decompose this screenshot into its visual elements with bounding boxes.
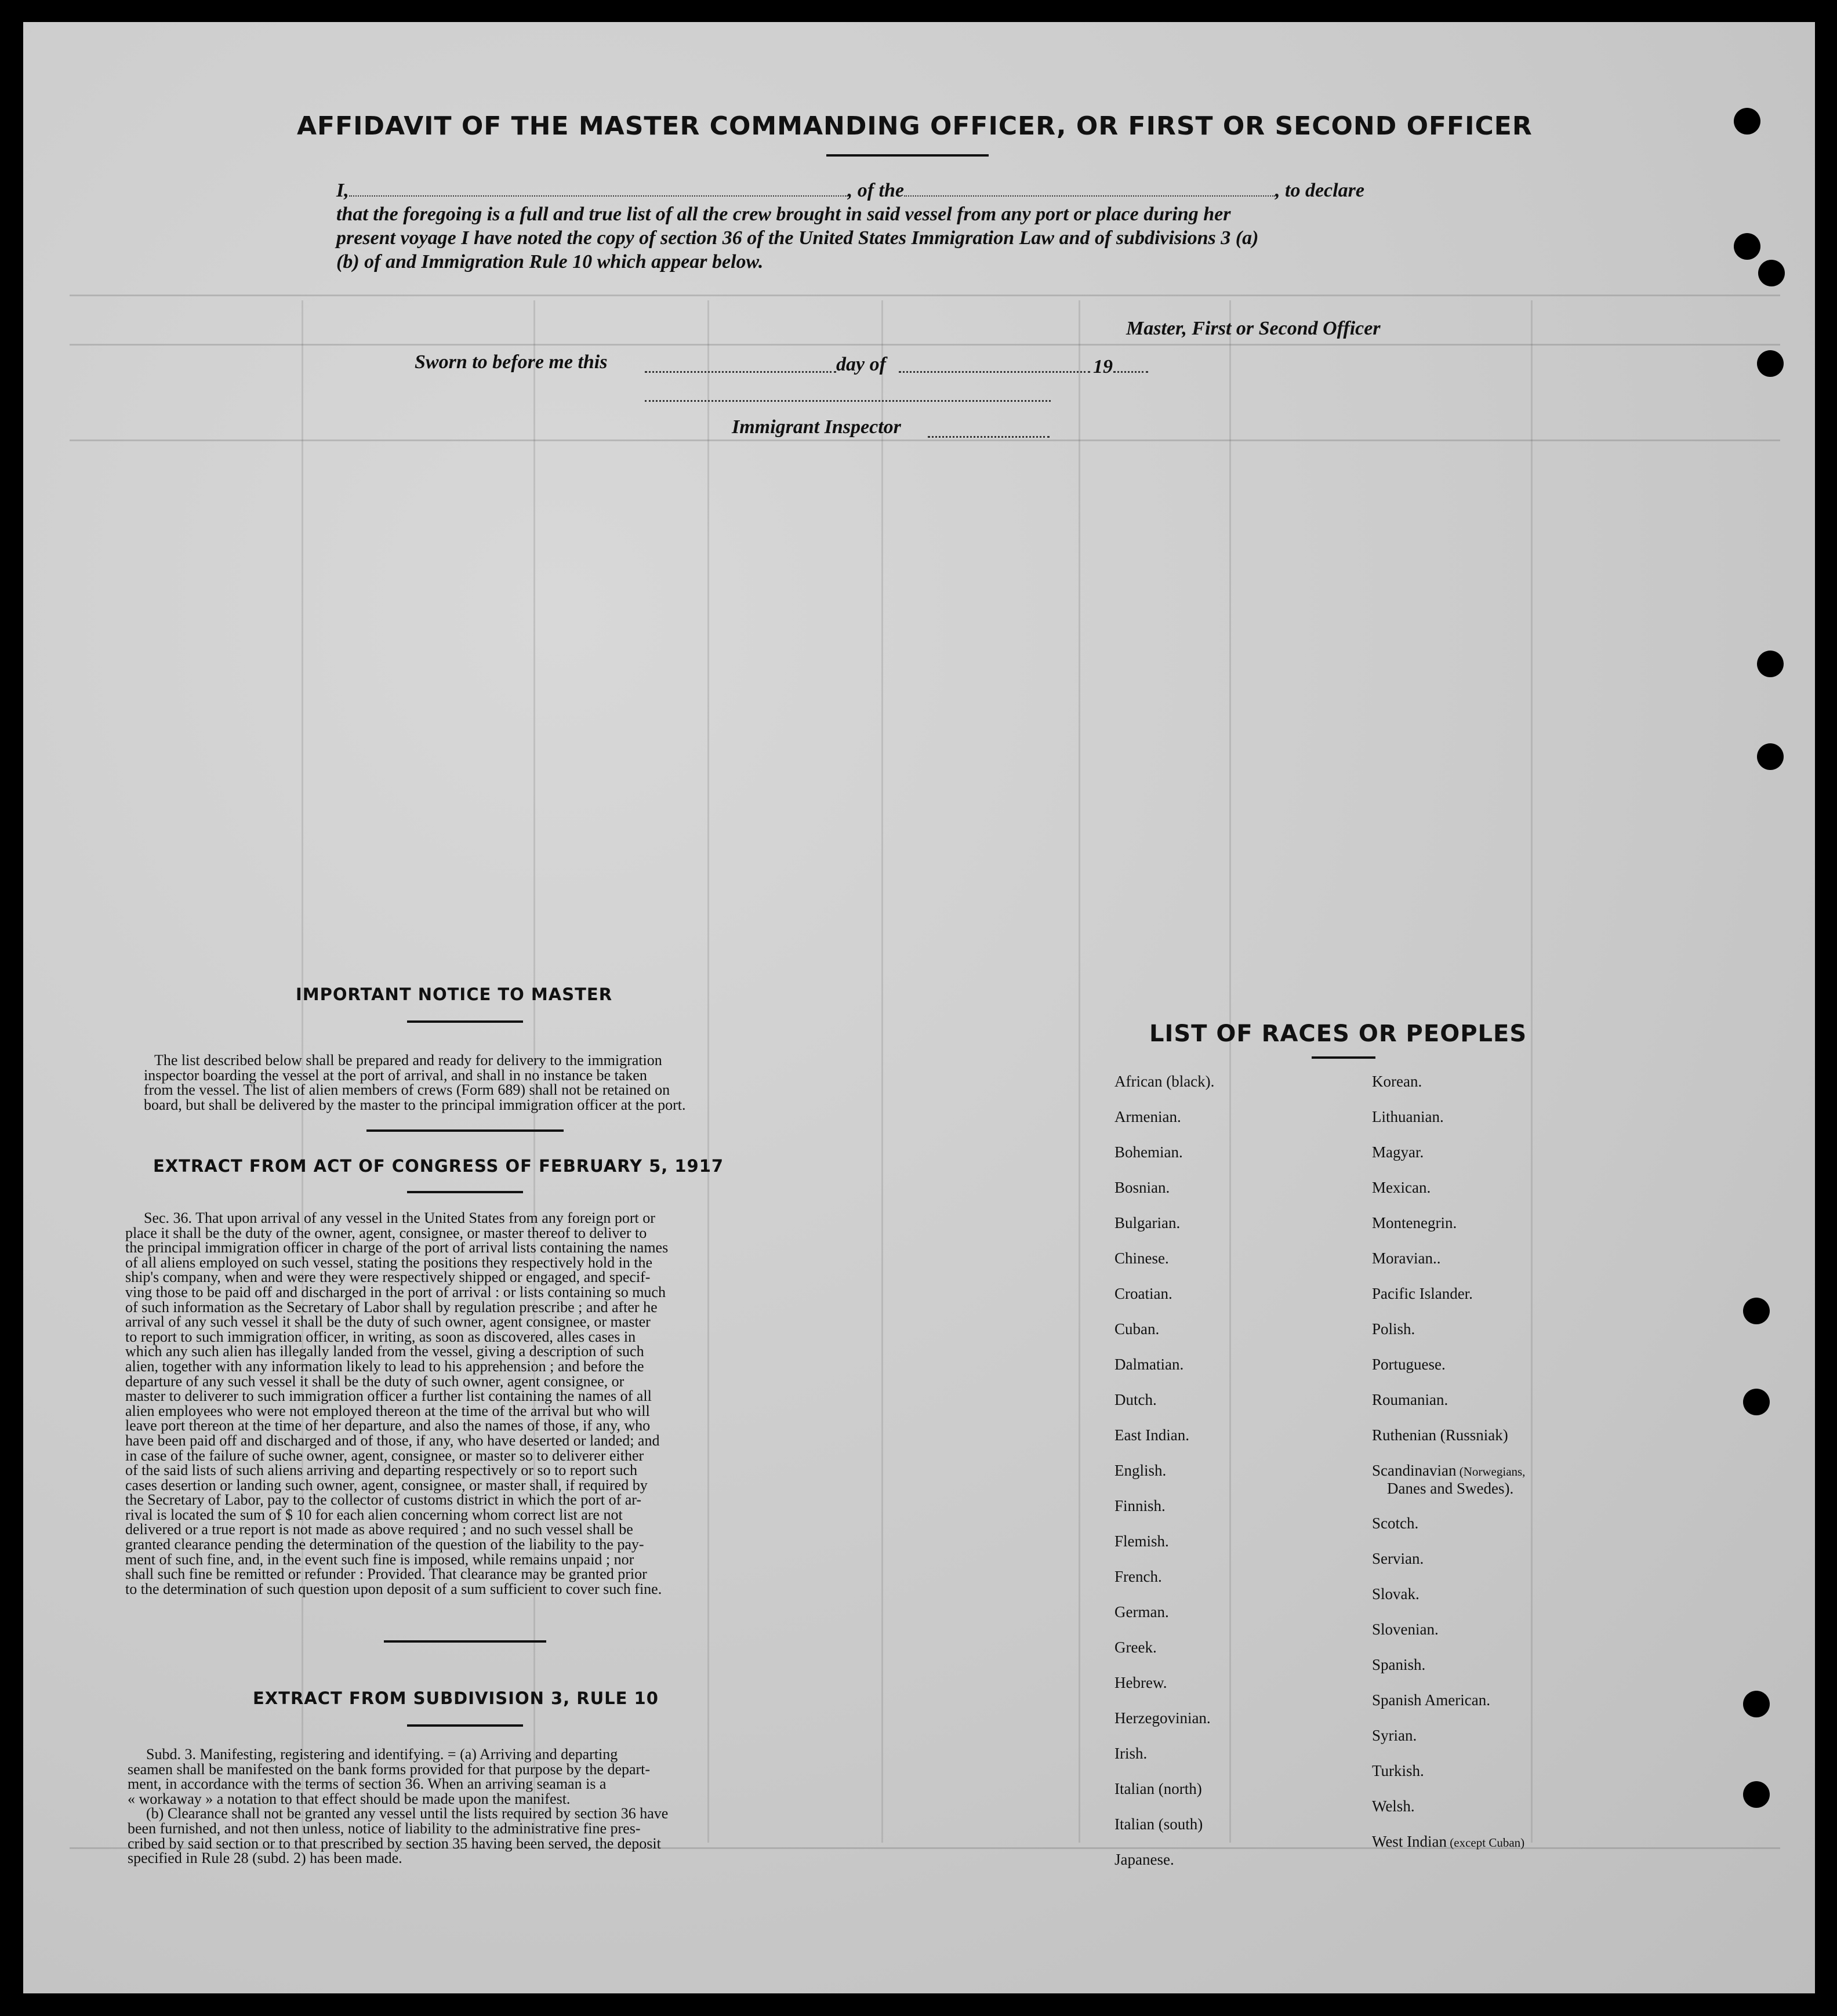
notice-line: inspector boarding the vessel at the port of arrival, and shall in no instance be taken xyxy=(144,1066,647,1084)
act-line: to report to such immigration officer, in writing, as soon as discovered, alles cases in xyxy=(125,1328,636,1345)
binder-hole xyxy=(1743,1298,1770,1324)
affidavit-of-the: , of the xyxy=(847,180,905,201)
inspector-blank xyxy=(928,436,1050,438)
notice-paragraph xyxy=(144,1053,803,1112)
affidavit-line-4: (b) of and Immigration Rule 10 which appear below. xyxy=(336,251,764,273)
race-item: Cuban. xyxy=(1114,1320,1160,1338)
binder-hole xyxy=(1757,743,1784,770)
race-item: Slovak. xyxy=(1372,1585,1420,1603)
rule-extract-title: EXTRACT FROM SUBDIVISION 3, RULE 10 xyxy=(253,1688,659,1708)
act-line: have been paid off and discharged and of those, if any, who have deserted or landed; and xyxy=(125,1432,660,1449)
act-line: leave port thereon at the time of her departure, and also the names of those, if any, who xyxy=(125,1417,651,1434)
notice-line: from the vessel. The list of alien members of crews (Form 689) shall not be retained on xyxy=(144,1081,670,1099)
race-item: Slovenian. xyxy=(1372,1621,1439,1638)
race-note: Danes and Swedes). xyxy=(1387,1480,1514,1497)
rule-line: been furnished, and not then unless, notice of liability to the administrative fine pres- xyxy=(128,1819,641,1837)
act-line: of all aliens employed on such vessel, stating the positions they respectively hold in the xyxy=(125,1254,653,1271)
race-item: Flemish. xyxy=(1114,1532,1169,1550)
race-item: Servian. xyxy=(1372,1550,1424,1567)
act-line: in case of the failure of suche owner, agent, consignee, or master so to deliverer either xyxy=(125,1447,644,1464)
race-item: Mexican. xyxy=(1372,1179,1431,1196)
affidavit-to-declare: , to declare xyxy=(1275,180,1364,201)
race-item: African (black). xyxy=(1114,1073,1215,1090)
race-item: Hebrew. xyxy=(1114,1674,1167,1691)
affidavit-line-2: that the foregoing is a full and true list of all the crew brought in said vessel from any port or place during her xyxy=(336,204,1231,225)
name-blank xyxy=(349,180,848,197)
race-item: Dalmatian. xyxy=(1114,1356,1184,1373)
rule-line: (b) Clearance shall not be granted any vessel until the lists required by section 36 have xyxy=(146,1805,669,1822)
day-of-label: day of xyxy=(836,354,886,375)
binder-hole xyxy=(1757,651,1784,677)
act-extract-paragraph xyxy=(125,1211,804,1596)
race-item: Armenian. xyxy=(1114,1108,1181,1125)
race-item: Bosnian. xyxy=(1114,1179,1170,1196)
race-item: Spanish. xyxy=(1372,1656,1426,1673)
binder-hole xyxy=(1743,1691,1770,1717)
race-item: Herzegovinian. xyxy=(1114,1709,1211,1727)
race-item: English. xyxy=(1114,1462,1167,1479)
race-item: Croatian. xyxy=(1114,1285,1172,1302)
title-rule xyxy=(826,154,989,157)
act-extract-title: EXTRACT FROM ACT OF CONGRESS OF FEBRUARY 5, 1917 xyxy=(153,1156,724,1176)
act-line: arrival of any such vessel it shall be the duty of such owner, agent consignee, or master xyxy=(125,1313,651,1331)
race-item: Lithuanian. xyxy=(1372,1108,1444,1125)
affidavit-line-3: present voyage I have noted the copy of section 36 of the United States Immigration Law and of subdivisions 3 (a) xyxy=(336,227,1259,249)
rule-line: « workaway » a notation to that effect should be made upon the manifest. xyxy=(128,1790,571,1807)
month-blank xyxy=(899,371,1090,373)
race-item: Finnish. xyxy=(1114,1497,1166,1514)
notice-rule xyxy=(407,1020,523,1023)
act-line: shall such fine be remitted or refunder : Provided. That clearance may be granted prior xyxy=(125,1565,647,1583)
race-item: Moravian.. xyxy=(1372,1249,1441,1267)
race-item: Polish. xyxy=(1372,1320,1415,1338)
race-item: German. xyxy=(1114,1603,1169,1621)
year-blank xyxy=(1113,371,1148,373)
act-line: alien, together with any information likely to lead to his apprehension ; and before the xyxy=(125,1357,644,1375)
year-prefix: 19 xyxy=(1093,356,1113,377)
act-line: cases desertion or landing such owner, agent, consignee, or master shall, if required by xyxy=(125,1476,648,1494)
notice-title: IMPORTANT NOTICE TO MASTER xyxy=(296,985,613,1004)
act-line: Sec. 36. That upon arrival of any vessel in the United States from any foreign port or xyxy=(144,1209,655,1226)
act-line: to the determination of such question upon deposit of a sum sufficient to cover such fine. xyxy=(125,1580,662,1597)
race-item: Korean. xyxy=(1372,1073,1422,1090)
vessel-blank xyxy=(904,180,1275,197)
rule-line: specified in Rule 28 (subd. 2) has been made. xyxy=(128,1850,402,1867)
rule-line: Subd. 3. Manifesting, registering and identifying. = (a) Arriving and departing xyxy=(146,1746,618,1763)
race-item: Portuguese. xyxy=(1372,1356,1446,1373)
race-item: Syrian. xyxy=(1372,1727,1417,1744)
affidavit-title: AFFIDAVIT OF THE MASTER COMMANDING OFFICER, OR FIRST OR SECOND OFFICER xyxy=(297,111,1533,141)
act-extract-rule xyxy=(407,1191,523,1193)
race-note: (Norwegians, xyxy=(1456,1465,1526,1479)
race-item: Roumanian. xyxy=(1372,1391,1448,1408)
sworn-label: Sworn to before me this xyxy=(415,351,608,373)
race-item: Magyar. xyxy=(1372,1143,1424,1161)
notice-line: The list described below shall be prepared and ready for delivery to the immigration xyxy=(154,1052,662,1069)
race-note: (except Cuban) xyxy=(1447,1836,1525,1850)
affidavit-text xyxy=(336,179,1444,274)
act-line: ving those to be paid off and discharged in the port of arrival : or lists containing so much xyxy=(125,1283,666,1301)
signature-label: Master, First or Second Officer xyxy=(1126,318,1381,339)
act-line: delivered or a true report is not made as above required ; and no such vessel shall be xyxy=(125,1521,633,1538)
race-item: Japanese. xyxy=(1114,1851,1174,1868)
binder-hole xyxy=(1758,260,1785,286)
race-item: Pacific Islander. xyxy=(1372,1285,1473,1302)
race-item: West Indian (except Cuban) xyxy=(1372,1833,1525,1850)
affidavit-line-1 xyxy=(336,179,1444,202)
binder-hole xyxy=(1743,1389,1770,1415)
race-item: Greek. xyxy=(1114,1639,1157,1656)
race-item: Italian (south) xyxy=(1114,1815,1203,1833)
act-line: master to deliverer to such immigration officer a further list containing the names of all xyxy=(125,1387,652,1405)
rule-extract-rule xyxy=(407,1724,523,1727)
race-item: Spanish American. xyxy=(1372,1691,1490,1709)
races-title: LIST OF RACES OR PEOPLES xyxy=(1149,1020,1527,1047)
race-item: Welsh. xyxy=(1372,1797,1415,1815)
affidavit-i: I, xyxy=(336,180,349,201)
binder-hole xyxy=(1757,350,1784,377)
rule-line: cribed by said section or to that prescribed by section 35 having been served, the deposit xyxy=(128,1835,661,1852)
rule-extract-paragraph xyxy=(128,1747,804,1866)
race-item: Italian (north) xyxy=(1114,1780,1202,1797)
act-line: of the said lists of such aliens arriving and departing respectively or so to report such xyxy=(125,1462,638,1479)
act-line: which any such alien has illegally landed from the vessel, giving a description of such xyxy=(125,1343,644,1360)
binder-hole xyxy=(1734,108,1760,135)
act-line: ment of such fine, and, in the event such fine is imposed, while remains unpaid ; nor xyxy=(125,1550,634,1568)
notice-line: board, but shall be delivered by the master to the principal immigration officer at the port. xyxy=(144,1096,686,1113)
race-item: Bohemian. xyxy=(1114,1143,1183,1161)
act-line: rival is located the sum of $ 10 for each alien concerning whom correct list are not xyxy=(125,1506,623,1523)
race-item: Scotch. xyxy=(1372,1514,1419,1532)
race-item: Turkish. xyxy=(1372,1762,1424,1779)
races-rule xyxy=(1312,1056,1375,1059)
act-line: departure of any such vessel it shall be the duty of such owner, agent consignee, or xyxy=(125,1372,625,1390)
race-item: French. xyxy=(1114,1568,1162,1585)
act-line: of such information as the Secretary of Labor shall by regulation prescribe ; and after he xyxy=(125,1298,658,1316)
act-bottom-rule xyxy=(384,1640,546,1643)
race-item: Irish. xyxy=(1114,1745,1148,1762)
rule-line: ment, in accordance with the terms of section 36. When an arriving seaman is a xyxy=(128,1775,607,1793)
race-item: Bulgarian. xyxy=(1114,1214,1181,1232)
race-item: Dutch. xyxy=(1114,1391,1157,1408)
race-item: Chinese. xyxy=(1114,1249,1169,1267)
binder-hole xyxy=(1734,233,1760,260)
race-item: Scandinavian (Norwegians, Danes and Swedes). xyxy=(1372,1462,1526,1497)
sworn-day-blank xyxy=(645,371,836,373)
act-line: granted clearance pending the determination of the question of the liability to the pay- xyxy=(125,1536,644,1553)
act-line: the principal immigration officer in charge of the port of arrival lists containing the names xyxy=(125,1239,669,1256)
race-item: East Indian. xyxy=(1114,1426,1189,1444)
act-line: the Secretary of Labor, pay to the collector of customs district in which the port of ar- xyxy=(125,1491,642,1509)
date-underline xyxy=(645,400,1051,402)
notice-bottom-rule xyxy=(366,1129,564,1132)
race-item: Ruthenian (Russniak) xyxy=(1372,1426,1508,1444)
race-item: Montenegrin. xyxy=(1372,1214,1457,1232)
act-line: ship's company, when and were they were respectively shipped or engaged, and specif- xyxy=(125,1269,651,1286)
act-line: place it shall be the duty of the owner, agent, consignee, or master thereof to deliver to xyxy=(125,1224,647,1241)
rule-line: seamen shall be manifested on the bank forms provided for that purpose by the depart- xyxy=(128,1760,651,1778)
act-line: alien employees who were not employed thereon at the time of the arrival but who will xyxy=(125,1402,650,1419)
inspector-label: Immigrant Inspector xyxy=(732,416,901,438)
binder-hole xyxy=(1743,1781,1770,1808)
